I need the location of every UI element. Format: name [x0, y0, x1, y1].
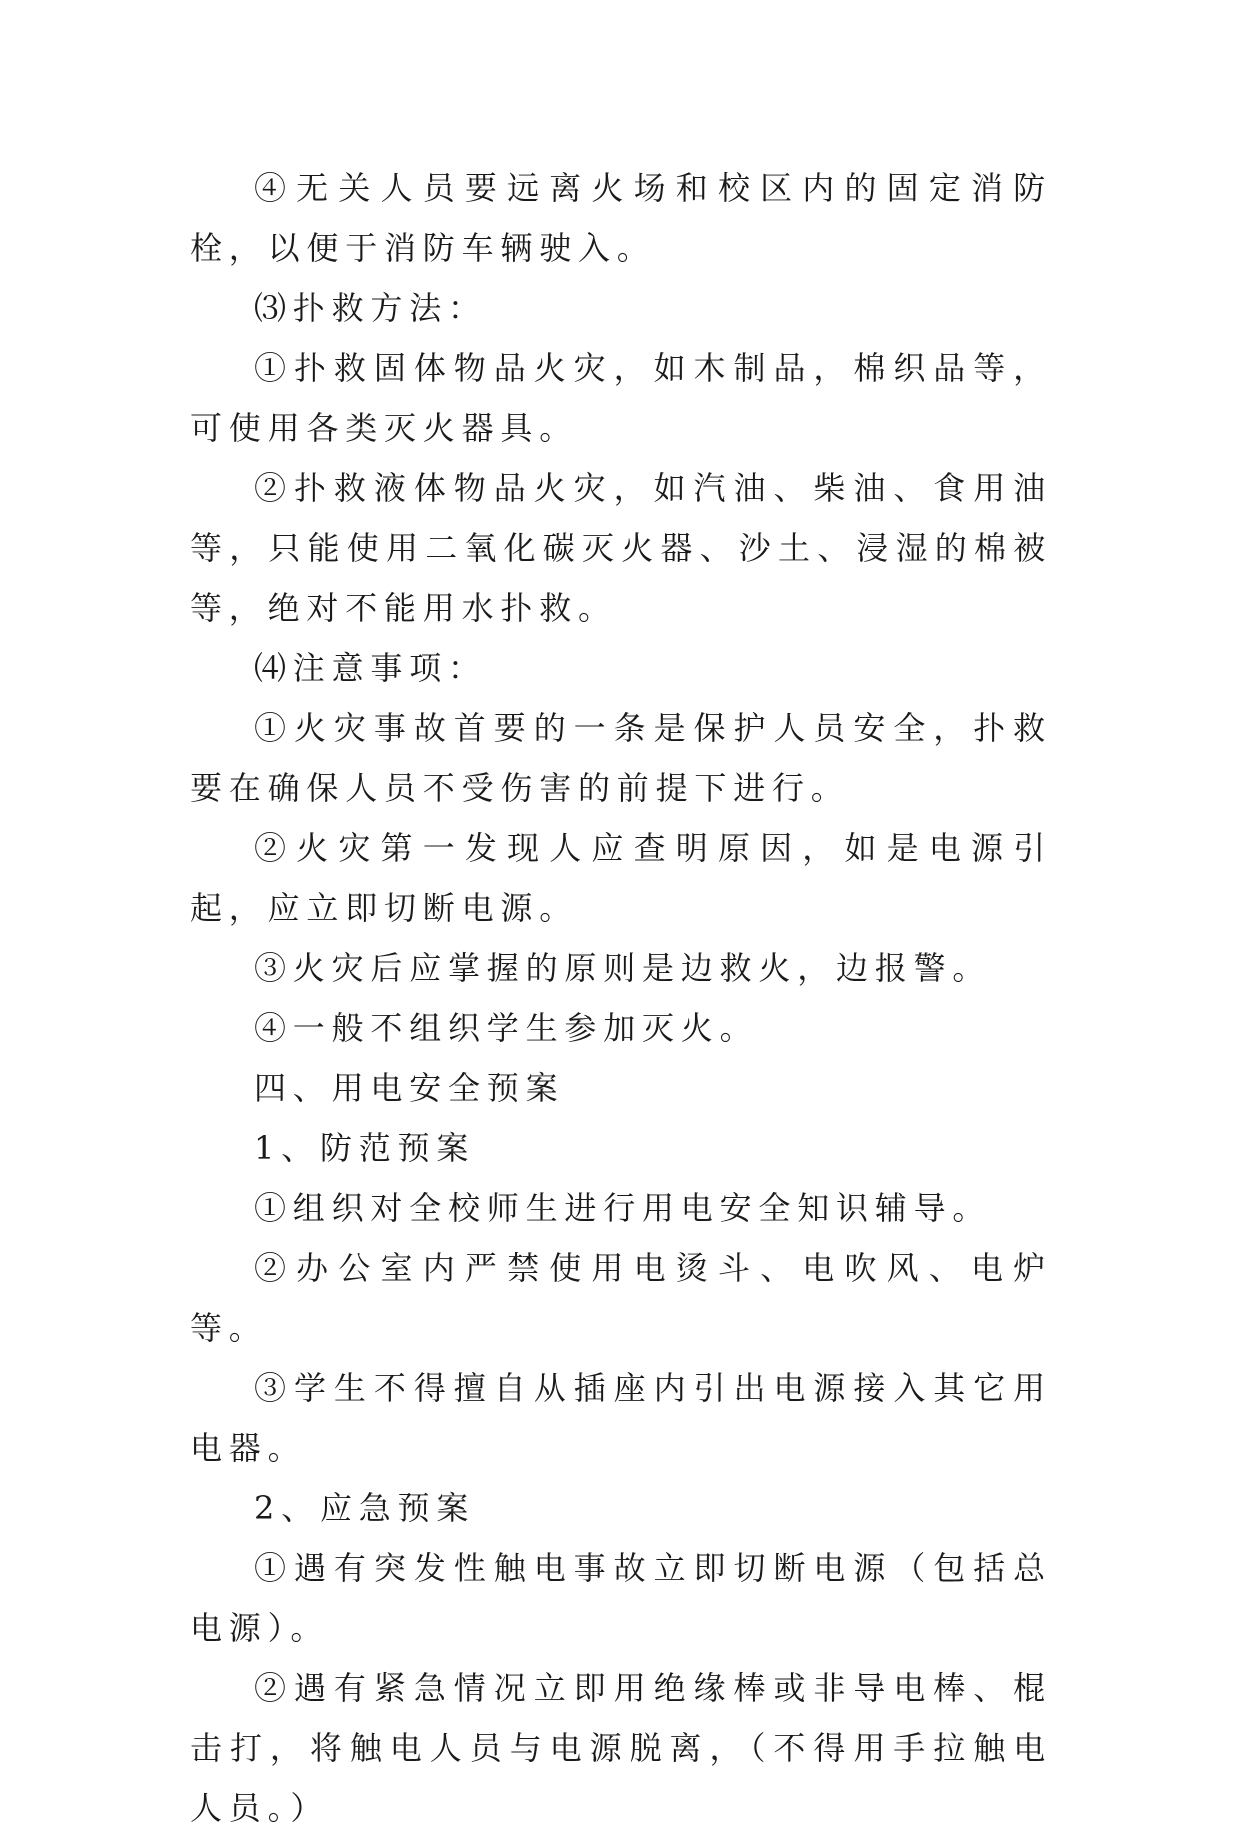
subheading-emergency-plan: 2、应急预案 — [254, 1489, 476, 1527]
paragraph-rescue-and-alarm: ③火灾后应掌握的原则是边救火，边报警。 — [254, 949, 992, 987]
paragraph-electric-shock: ①遇有突发性触电事故立即切断电源（包括总电源）。 — [190, 1549, 1052, 1647]
paragraph-personnel-safety: ①火灾事故首要的一条是保护人员安全，扑救要在确保人员不受伤害的前提下进行。 — [190, 709, 1052, 807]
paragraph-fire-hydrant: ④无关人员要远离火场和校区内的固定消防栓，以便于消防车辆驶入。 — [190, 169, 1052, 267]
paragraph-safety-training: ①组织对全校师生进行用电安全知识辅导。 — [254, 1189, 992, 1227]
subheading-prevention-plan: 1、防范预案 — [254, 1129, 476, 1167]
section-heading-electric-safety: 四、用电安全预案 — [254, 1069, 565, 1107]
paragraph-no-students: ④一般不组织学生参加灭火。 — [254, 1009, 759, 1047]
paragraph-liquid-fire: ②扑救液体物品火灾，如汽油、柴油、食用油等，只能使用二氧化碳灭火器、沙土、浸湿的棉被等，绝对不能用水扑救。 — [190, 469, 1052, 627]
heading-extinguish-methods: ⑶扑救方法： — [254, 289, 487, 327]
document-page — [190, 158, 1052, 1838]
paragraph-cut-power: ②火灾第一发现人应查明原因，如是电源引起，应立即切断电源。 — [190, 829, 1052, 927]
paragraph-office-ban: ②办公室内严禁使用电烫斗、电吹风、电炉等。 — [190, 1249, 1052, 1347]
paragraph-insulated-rod: ②遇有紧急情况立即用绝缘棒或非导电棒、棍击打，将触电人员与电源脱离，（不得用手拉触电人员。） — [190, 1669, 1052, 1827]
heading-precautions: ⑷注意事项： — [254, 649, 487, 687]
paragraph-student-socket: ③学生不得擅自从插座内引出电源接入其它用电器。 — [190, 1369, 1052, 1467]
paragraph-solid-fire: ①扑救固体物品火灾，如木制品，棉织品等，可使用各类灭火器具。 — [190, 349, 1052, 447]
